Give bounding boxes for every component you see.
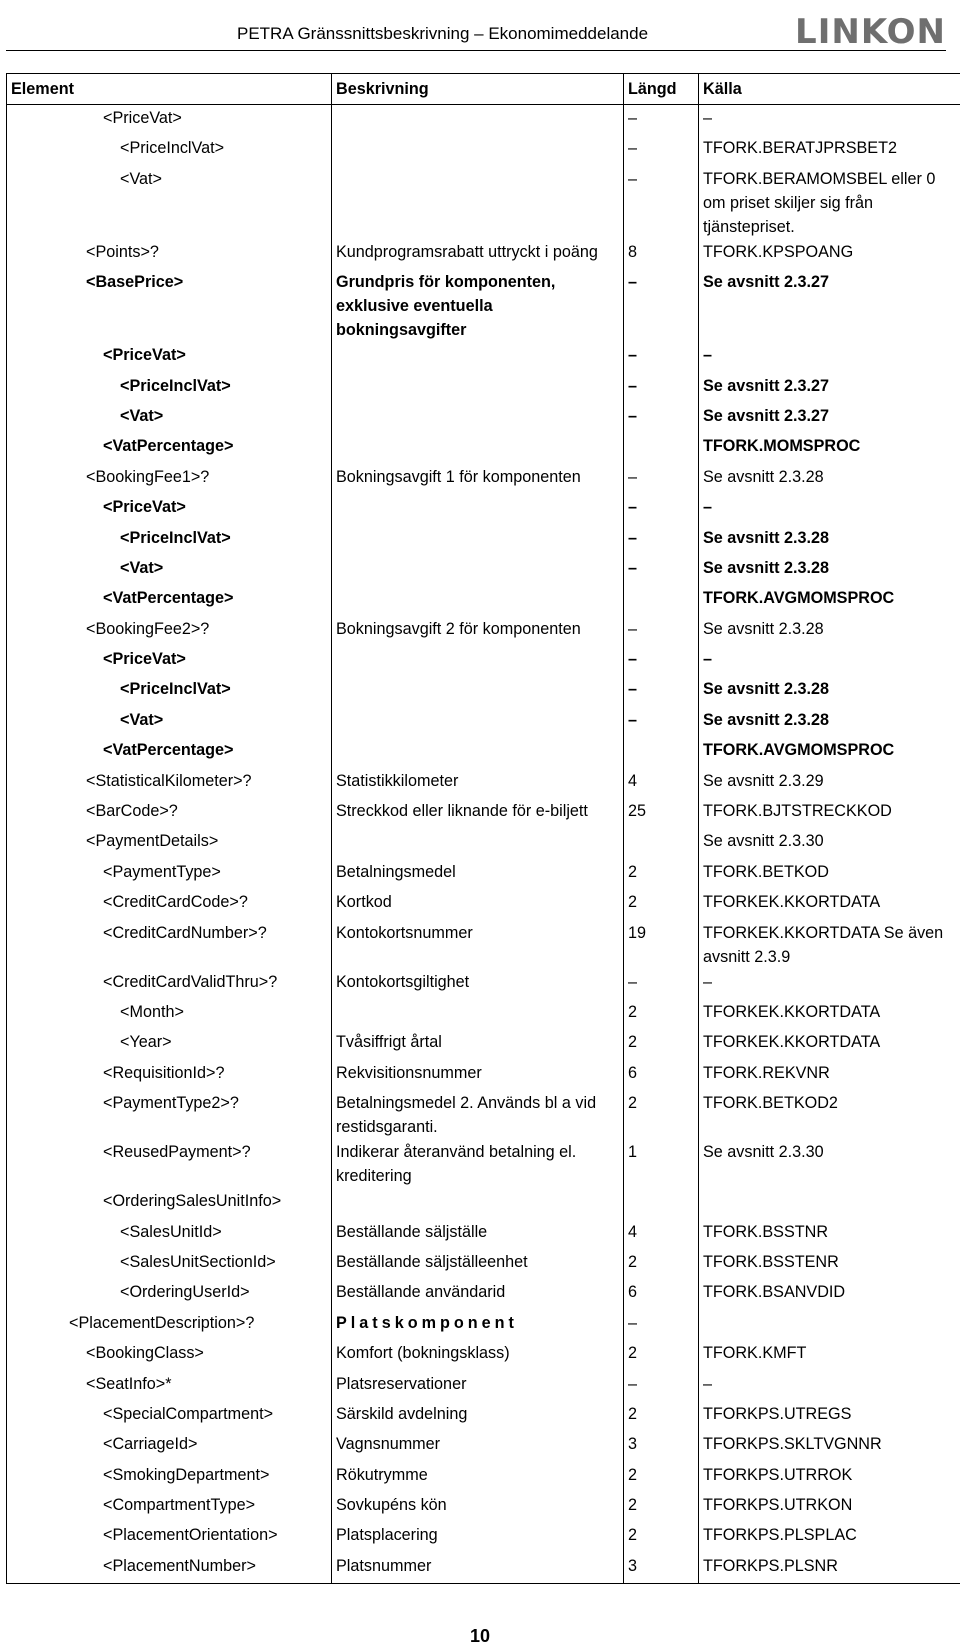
source-cell: – (699, 646, 960, 676)
description-cell (332, 373, 624, 403)
table-row (7, 1431, 960, 1461)
column-header-length: Längd (624, 74, 699, 105)
table-row (7, 433, 960, 463)
table-row (7, 1279, 960, 1309)
source-cell: Se avsnitt 2.3.27 (699, 403, 960, 433)
description-cell: Platsreservationer (332, 1371, 624, 1401)
source-cell: Se avsnitt 2.3.27 (699, 373, 960, 403)
description-cell (332, 585, 624, 615)
document-title: PETRA Gränssnittsbeskrivning – Ekonomimeddelande (237, 24, 649, 43)
table-row (7, 1401, 960, 1431)
description-cell: Betalningsmedel 2. Används bl a vid restidsgaranti. (332, 1090, 624, 1139)
source-cell: TFORK.BETKOD (699, 859, 960, 889)
element-cell: <OrderingSalesUnitInfo> (7, 1188, 332, 1218)
length-cell: – (624, 707, 699, 737)
description-cell (332, 166, 624, 239)
element-cell: <SeatInfo>* (7, 1371, 332, 1401)
table-row (7, 1188, 960, 1218)
description-cell: Platskomponent (332, 1310, 624, 1340)
table-row (7, 1462, 960, 1492)
description-cell: Kundprogramsrabatt uttryckt i poäng (332, 239, 624, 269)
source-cell: TFORKEK.KKORTDATA (699, 1029, 960, 1059)
element-cell: <BookingClass> (7, 1340, 332, 1370)
source-cell: TFORKPS.UTRKON (699, 1492, 960, 1522)
element-cell: <PaymentDetails> (7, 828, 332, 858)
length-cell: – (624, 105, 699, 136)
length-cell (624, 585, 699, 615)
page-header (6, 0, 946, 51)
element-cell: <PriceInclVat> (7, 676, 332, 706)
table-row (7, 1029, 960, 1059)
length-cell: 2 (624, 859, 699, 889)
length-cell (624, 1188, 699, 1218)
source-cell: Se avsnitt 2.3.28 (699, 464, 960, 494)
source-cell: TFORKPS.SKLTVGNNR (699, 1431, 960, 1461)
source-cell: – (699, 1371, 960, 1401)
length-cell: – (624, 403, 699, 433)
table-row (7, 768, 960, 798)
column-header-description: Beskrivning (332, 74, 624, 105)
element-cell: <ReusedPayment>? (7, 1139, 332, 1188)
table-row (7, 239, 960, 269)
length-cell: – (624, 494, 699, 524)
element-cell: <PriceVat> (7, 342, 332, 372)
description-cell (332, 1188, 624, 1218)
length-cell: – (624, 269, 699, 342)
element-cell: <PriceInclVat> (7, 525, 332, 555)
length-cell: 2 (624, 999, 699, 1029)
length-cell: 2 (624, 1249, 699, 1279)
table-row (7, 889, 960, 919)
description-cell (332, 403, 624, 433)
length-cell: 2 (624, 1340, 699, 1370)
description-cell (332, 105, 624, 136)
description-cell: Tvåsiffrigt årtal (332, 1029, 624, 1059)
length-cell: – (624, 525, 699, 555)
table-row (7, 737, 960, 767)
source-cell: TFORKEK.KKORTDATA Se även avsnitt 2.3.9 (699, 920, 960, 969)
table-row (7, 707, 960, 737)
length-cell: – (624, 555, 699, 585)
table-row (7, 798, 960, 828)
element-cell: <CompartmentType> (7, 1492, 332, 1522)
length-cell: 2 (624, 1090, 699, 1139)
table-row (7, 269, 960, 342)
table-row (7, 1139, 960, 1188)
element-cell: <VatPercentage> (7, 433, 332, 463)
length-cell: 4 (624, 1219, 699, 1249)
description-cell (332, 342, 624, 372)
source-cell: TFORK.BSANVDID (699, 1279, 960, 1309)
element-cell: <Year> (7, 1029, 332, 1059)
table-row (7, 1060, 960, 1090)
source-cell: TFORK.BJTSTRECKKOD (699, 798, 960, 828)
length-cell: – (624, 1371, 699, 1401)
page-number: 10 (469, 1626, 491, 1646)
description-cell (332, 494, 624, 524)
element-cell: <SalesUnitId> (7, 1219, 332, 1249)
table-row (7, 464, 960, 494)
source-cell: Se avsnitt 2.3.29 (699, 768, 960, 798)
element-cell: <Vat> (7, 403, 332, 433)
source-cell: Se avsnitt 2.3.28 (699, 676, 960, 706)
element-cell: <Vat> (7, 555, 332, 585)
length-cell: – (624, 464, 699, 494)
table-row (7, 1249, 960, 1279)
length-cell: 2 (624, 889, 699, 919)
length-cell: 2 (624, 1029, 699, 1059)
description-cell: Kortkod (332, 889, 624, 919)
length-cell: 2 (624, 1522, 699, 1552)
table-body (7, 105, 960, 1584)
element-cell: <VatPercentage> (7, 585, 332, 615)
table-row (7, 373, 960, 403)
source-cell: TFORKPS.UTRROK (699, 1462, 960, 1492)
element-cell: <VatPercentage> (7, 737, 332, 767)
source-cell (699, 1188, 960, 1218)
description-cell: Grundpris för komponenten, exklusive eventuella bokningsavgifter (332, 269, 624, 342)
description-cell (332, 676, 624, 706)
length-cell: – (624, 646, 699, 676)
element-cell: <PlacementDescription>? (7, 1310, 332, 1340)
table-row (7, 1492, 960, 1522)
description-cell (332, 646, 624, 676)
element-cell: <SmokingDepartment> (7, 1462, 332, 1492)
length-cell: – (624, 676, 699, 706)
table-row (7, 1340, 960, 1370)
description-cell: Komfort (bokningsklass) (332, 1340, 624, 1370)
source-cell: – (699, 342, 960, 372)
source-cell: Se avsnitt 2.3.27 (699, 269, 960, 342)
length-cell: – (624, 166, 699, 239)
source-cell: TFORK.KPSPOANG (699, 239, 960, 269)
source-cell: TFORK.BETKOD2 (699, 1090, 960, 1139)
source-cell: TFORKEK.KKORTDATA (699, 889, 960, 919)
source-cell: TFORKPS.PLSPLAC (699, 1522, 960, 1552)
element-cell: <PriceInclVat> (7, 135, 332, 165)
length-cell: 6 (624, 1060, 699, 1090)
table-row (7, 969, 960, 999)
element-cell: <PriceVat> (7, 646, 332, 676)
length-cell: 2 (624, 1401, 699, 1431)
element-cell: <PaymentType2>? (7, 1090, 332, 1139)
table-row (7, 585, 960, 615)
element-cell: <BookingFee2>? (7, 616, 332, 646)
source-cell: TFORK.BSSTENR (699, 1249, 960, 1279)
table-row (7, 555, 960, 585)
table-row (7, 616, 960, 646)
source-cell: TFORK.BERATJPRSBET2 (699, 135, 960, 165)
source-cell: TFORK.BSSTNR (699, 1219, 960, 1249)
description-cell: Betalningsmedel (332, 859, 624, 889)
source-cell: Se avsnitt 2.3.28 (699, 555, 960, 585)
length-cell: – (624, 1310, 699, 1340)
description-cell: Vagnsnummer (332, 1431, 624, 1461)
element-cell: <CreditCardValidThru>? (7, 969, 332, 999)
description-cell: Beställande säljställe (332, 1219, 624, 1249)
description-cell: Rekvisitionsnummer (332, 1060, 624, 1090)
description-cell: Bokningsavgift 1 för komponenten (332, 464, 624, 494)
description-cell: Statistikkilometer (332, 768, 624, 798)
table-row (7, 1219, 960, 1249)
source-cell (699, 1310, 960, 1340)
description-cell: Platsplacering (332, 1522, 624, 1552)
description-cell: Indikerar återanvänd betalning el. kreditering (332, 1139, 624, 1188)
table-row (7, 494, 960, 524)
element-cell: <SpecialCompartment> (7, 1401, 332, 1431)
description-cell: Sovkupéns kön (332, 1492, 624, 1522)
source-cell: TFORKPS.PLSNR (699, 1553, 960, 1584)
length-cell: 8 (624, 239, 699, 269)
table-row (7, 105, 960, 136)
length-cell: 2 (624, 1462, 699, 1492)
length-cell: 4 (624, 768, 699, 798)
description-cell (332, 999, 624, 1029)
length-cell: – (624, 616, 699, 646)
table-header-row (7, 74, 960, 105)
length-cell: – (624, 135, 699, 165)
source-cell: – (699, 969, 960, 999)
source-cell: Se avsnitt 2.3.30 (699, 828, 960, 858)
length-cell: – (624, 969, 699, 999)
table-row (7, 920, 960, 969)
table-row (7, 646, 960, 676)
description-cell (332, 737, 624, 767)
table-row (7, 403, 960, 433)
source-cell: Se avsnitt 2.3.28 (699, 525, 960, 555)
length-cell: – (624, 373, 699, 403)
source-cell: Se avsnitt 2.3.28 (699, 616, 960, 646)
length-cell: 3 (624, 1553, 699, 1584)
table-row (7, 1522, 960, 1552)
element-cell: <Vat> (7, 166, 332, 239)
length-cell: 2 (624, 1492, 699, 1522)
element-cell: <PaymentType> (7, 859, 332, 889)
element-cell: <StatisticalKilometer>? (7, 768, 332, 798)
description-cell: Kontokortsgiltighet (332, 969, 624, 999)
length-cell: 1 (624, 1139, 699, 1188)
description-cell: Platsnummer (332, 1553, 624, 1584)
element-cell: <CreditCardNumber>? (7, 920, 332, 969)
description-cell: Beställande användarid (332, 1279, 624, 1309)
description-cell (332, 707, 624, 737)
description-cell: Bokningsavgift 2 för komponenten (332, 616, 624, 646)
element-cell: <Month> (7, 999, 332, 1029)
description-cell: Streckkod eller liknande för e-biljett (332, 798, 624, 828)
element-cell: <CarriageId> (7, 1431, 332, 1461)
element-cell: <BookingFee1>? (7, 464, 332, 494)
table-row (7, 859, 960, 889)
source-cell: TFORK.BERAMOMSBEL eller 0 om priset skiljer sig från tjänstepriset. (699, 166, 960, 239)
description-cell: Rökutrymme (332, 1462, 624, 1492)
description-cell: Särskild avdelning (332, 1401, 624, 1431)
source-cell: – (699, 105, 960, 136)
element-cell: <CreditCardCode>? (7, 889, 332, 919)
source-cell: TFORK.AVGMOMSPROC (699, 585, 960, 615)
source-cell: Se avsnitt 2.3.28 (699, 707, 960, 737)
element-cell: <Points>? (7, 239, 332, 269)
length-cell (624, 433, 699, 463)
table-row (7, 166, 960, 239)
table-row (7, 828, 960, 858)
source-cell: TFORKEK.KKORTDATA (699, 999, 960, 1029)
element-cell: <BarCode>? (7, 798, 332, 828)
source-cell: TFORK.KMFT (699, 1340, 960, 1370)
length-cell (624, 828, 699, 858)
description-cell (332, 135, 624, 165)
element-cell: <Vat> (7, 707, 332, 737)
length-cell: 3 (624, 1431, 699, 1461)
table-row (7, 999, 960, 1029)
element-cell: <PriceVat> (7, 494, 332, 524)
description-cell (332, 555, 624, 585)
element-cell: <PlacementOrientation> (7, 1522, 332, 1552)
element-cell: <RequisitionId>? (7, 1060, 332, 1090)
length-cell: 19 (624, 920, 699, 969)
table-row (7, 525, 960, 555)
length-cell: 6 (624, 1279, 699, 1309)
length-cell (624, 737, 699, 767)
element-cell: <PriceVat> (7, 105, 332, 136)
table-row (7, 1553, 960, 1584)
source-cell: TFORK.MOMSPROC (699, 433, 960, 463)
element-cell: <BasePrice> (7, 269, 332, 342)
column-header-source: Källa (699, 74, 960, 105)
element-cell: <SalesUnitSectionId> (7, 1249, 332, 1279)
element-spec-table (6, 73, 960, 1584)
source-cell: Se avsnitt 2.3.30 (699, 1139, 960, 1188)
table-row (7, 342, 960, 372)
length-cell: 25 (624, 798, 699, 828)
source-cell: TFORKPS.UTREGS (699, 1401, 960, 1431)
table-row (7, 676, 960, 706)
element-cell: <PriceInclVat> (7, 373, 332, 403)
element-cell: <PlacementNumber> (7, 1553, 332, 1584)
description-cell (332, 828, 624, 858)
description-cell: Beställande säljställeenhet (332, 1249, 624, 1279)
table-row (7, 1090, 960, 1139)
source-cell: TFORK.AVGMOMSPROC (699, 737, 960, 767)
description-cell (332, 525, 624, 555)
description-cell (332, 433, 624, 463)
column-header-element: Element (7, 74, 332, 105)
table-row (7, 1371, 960, 1401)
linkon-logo: LINKON (795, 12, 946, 52)
length-cell: – (624, 342, 699, 372)
description-cell: Kontokortsnummer (332, 920, 624, 969)
source-cell: – (699, 494, 960, 524)
source-cell: TFORK.REKVNR (699, 1060, 960, 1090)
table-row (7, 135, 960, 165)
element-cell: <OrderingUserId> (7, 1279, 332, 1309)
table-row (7, 1310, 960, 1340)
